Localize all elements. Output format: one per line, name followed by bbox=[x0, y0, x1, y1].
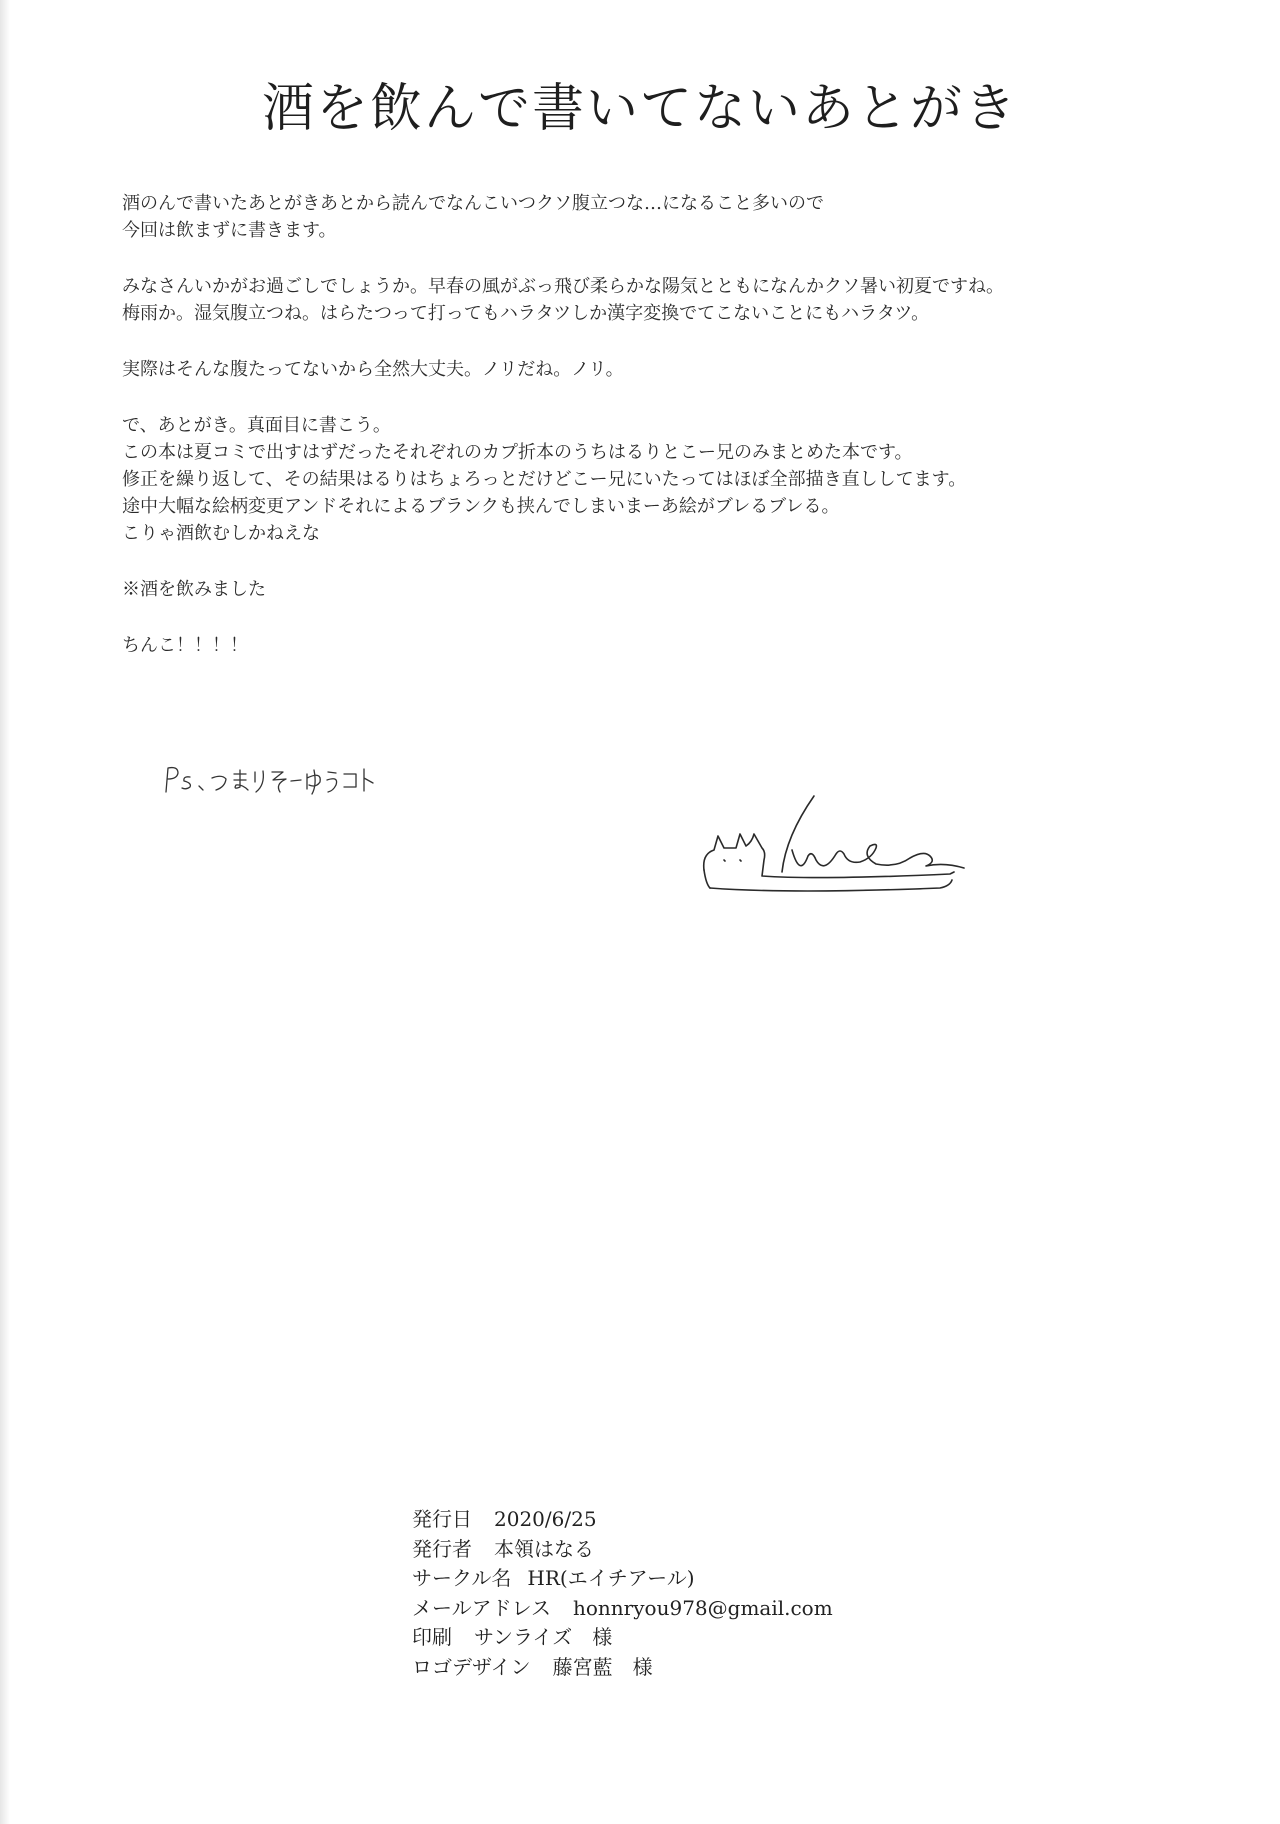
paragraph-main bbox=[122, 412, 1202, 547]
circle-value: HR(エイチアール) bbox=[527, 1566, 695, 1590]
text-line: みなさんいかがお過ごしでしょうか。早春の風がぶっ飛び柔らかな陽気とともになんかクソ暑い初夏ですね。 bbox=[122, 276, 1004, 297]
colophon-row-circle bbox=[412, 1564, 972, 1594]
paragraph-intro bbox=[122, 190, 1202, 244]
paragraph-joke bbox=[122, 356, 1202, 383]
paragraph-note bbox=[122, 576, 1202, 603]
text-line: 途中大幅な絵柄変更アンドそれによるブランクも挟んでしまいまーあ絵がブレるブレる。 bbox=[122, 496, 840, 517]
email-value: honnryou978@gmail.com bbox=[573, 1595, 833, 1620]
handwritten-ps-note bbox=[162, 760, 402, 800]
printing-value: サンライズ 様 bbox=[474, 1625, 613, 1649]
signature-doodle bbox=[700, 790, 1040, 900]
publisher-value: 本領はなる bbox=[494, 1536, 594, 1561]
publisher-label: 発行者 bbox=[412, 1536, 472, 1561]
afterword-body bbox=[122, 190, 1202, 688]
date-value: 2020/6/25 bbox=[494, 1507, 597, 1531]
page-edge-shadow bbox=[0, 0, 10, 1824]
colophon-row-publisher bbox=[412, 1535, 972, 1565]
paragraph-greeting bbox=[122, 273, 1202, 327]
text-line: 梅雨か。湿気腹立つね。はらたつって打ってもハラタツしか漢字変換でてこないことにもハラタツ。 bbox=[122, 303, 930, 324]
email-label: メールアドレス bbox=[412, 1595, 551, 1620]
text-line: 修正を繰り返して、その結果はるりはちょろっとだけどこー兄にいたってはほぼ全部描き直ししてます。 bbox=[122, 469, 967, 490]
paragraph-exclaim bbox=[122, 632, 1202, 659]
text-line: この本は夏コミで出すはずだったそれぞれのカプ折本のうちはるりとこー兄のみまとめた本です。 bbox=[122, 442, 913, 463]
colophon bbox=[412, 1505, 972, 1682]
logo-label: ロゴデザイン bbox=[412, 1654, 531, 1679]
text-line: ちんこ！！！！ bbox=[122, 635, 248, 656]
text-line: 酒のんで書いたあとがきあとから読んでなんこいつクソ腹立つな…になること多いので bbox=[122, 193, 824, 214]
text-line: こりゃ酒飲むしかねえな bbox=[122, 523, 320, 544]
text-line: 今回は飲まずに書きます。 bbox=[122, 220, 337, 241]
circle-label: サークル名 bbox=[412, 1566, 512, 1590]
date-label: 発行日 bbox=[412, 1507, 472, 1531]
page-title: 酒を飲んで書いてないあとがき bbox=[261, 79, 1018, 139]
colophon-row-date bbox=[412, 1505, 972, 1535]
text-line: 実際はそんな腹たってないから全然大丈夫。ノリだね。ノリ。 bbox=[122, 359, 624, 380]
colophon-row-logo bbox=[412, 1653, 972, 1683]
colophon-row-printing bbox=[412, 1623, 972, 1653]
colophon-row-email bbox=[412, 1594, 972, 1624]
text-line: で、あとがき。真面目に書こう。 bbox=[122, 415, 391, 436]
logo-value: 藤宮藍 様 bbox=[552, 1654, 653, 1679]
text-line: ※酒を飲みました bbox=[122, 579, 266, 600]
printing-label: 印刷 bbox=[412, 1625, 452, 1649]
